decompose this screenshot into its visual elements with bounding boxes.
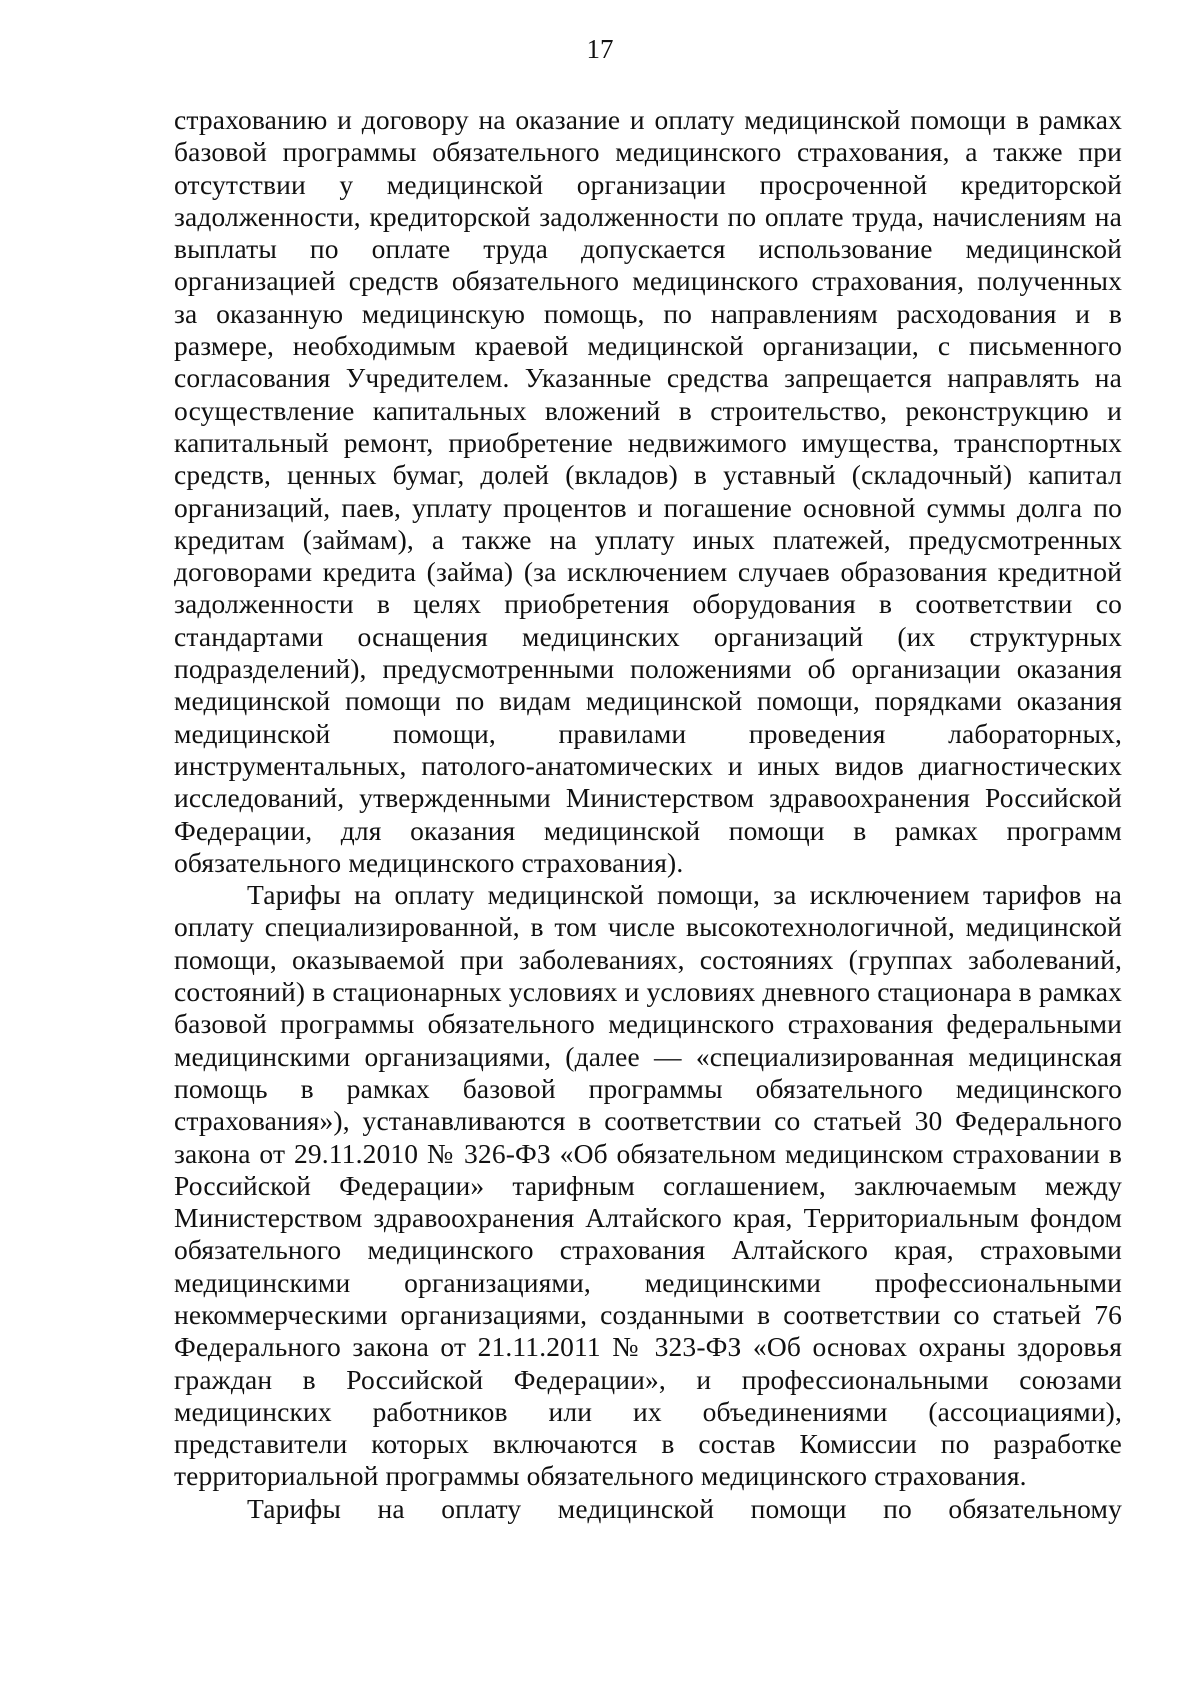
document-body: [174, 104, 1122, 1525]
paragraph-continuation: страхованию и договору на оказание и оплату медицинской помощи в рамках базовой программы обязательного медицинского страхования, а также при отсутствии у медицинской организации просроченной кредиторской задолженности, кредиторской задолженности по оплате труда, начислениям на выплаты по оплате труда допускается использование медицинской организацией средств обязательного медицинского страхования, полученных за оказанную медицинскую помощь, по направлениям расходования и в размере, необходимым краевой медицинской организации, с письменного согласования Учредителем. Указанные средства запрещается направлять на осуществление капитальных вложений в строительство, реконструкцию и капитальный ремонт, приобретение недвижимого имущества, транспортных средств, ценных бумаг, долей (вкладов) в уставный (складочный) капитал организаций, паев, уплату процентов и погашение основной суммы долга по кредитам (займам), а также на уплату иных платежей, предусмотренных договорами кредита (займа) (за исключением случаев образования кредитной задолженности в целях приобретения оборудования в соответствии со стандартами оснащения медицинских организаций (их структурных подразделений), предусмотренными положениями об организации оказания медицинской помощи по видам медицинской помощи, порядками оказания медицинской помощи, правилами проведения лабораторных, инструментальных, патолого-анатомических и иных видов диагностических исследований, утвержденными Министерством здравоохранения Российской Федерации, для оказания медицинской помощи в рамках программ обязательного медицинского страхования).: [174, 104, 1122, 878]
page-number: 17: [586, 34, 614, 64]
paragraph-tariffs-continued: Тарифы на оплату медицинской помощи по обязательному: [247, 1492, 1122, 1524]
paragraph-tariffs: Тарифы на оплату медицинской помощи, за исключением тарифов на оплату специализированной, в том числе высокотехнологичной, медицинской помощи, оказываемой при заболеваниях, состояниях (группах заболеваний, состояний) в стационарных условиях и условиях дневного стационара в рамках базовой программы обязательного медицинского страхования федеральными медицинскими организациями, (далее — «специализированная медицинская помощь в рамках базовой программы обязательного медицинского страхования»), устанавливаются в соответствии со статьей 30 Федерального закона от 29.11.2010 № 326-ФЗ «Об обязательном медицинском страховании в Российской Федерации» тарифным соглашением, заключаемым между Министерством здравоохранения Алтайского края, Территориальным фондом обязательного медицинского страхования Алтайского края, страховыми медицинскими организациями, медицинскими профессиональными некоммерческими организациями, созданными в соответствии со статьей 76 Федерального закона от 21.11.2011 № 323-ФЗ «Об основах охраны здоровья граждан в Российской Федерации», и профессиональными союзами медицинских работников или их объединениями (ассоциациями), представители которых включаются в состав Комиссии по разработке территориальной программы обязательного медицинского страхования.: [174, 879, 1122, 1492]
